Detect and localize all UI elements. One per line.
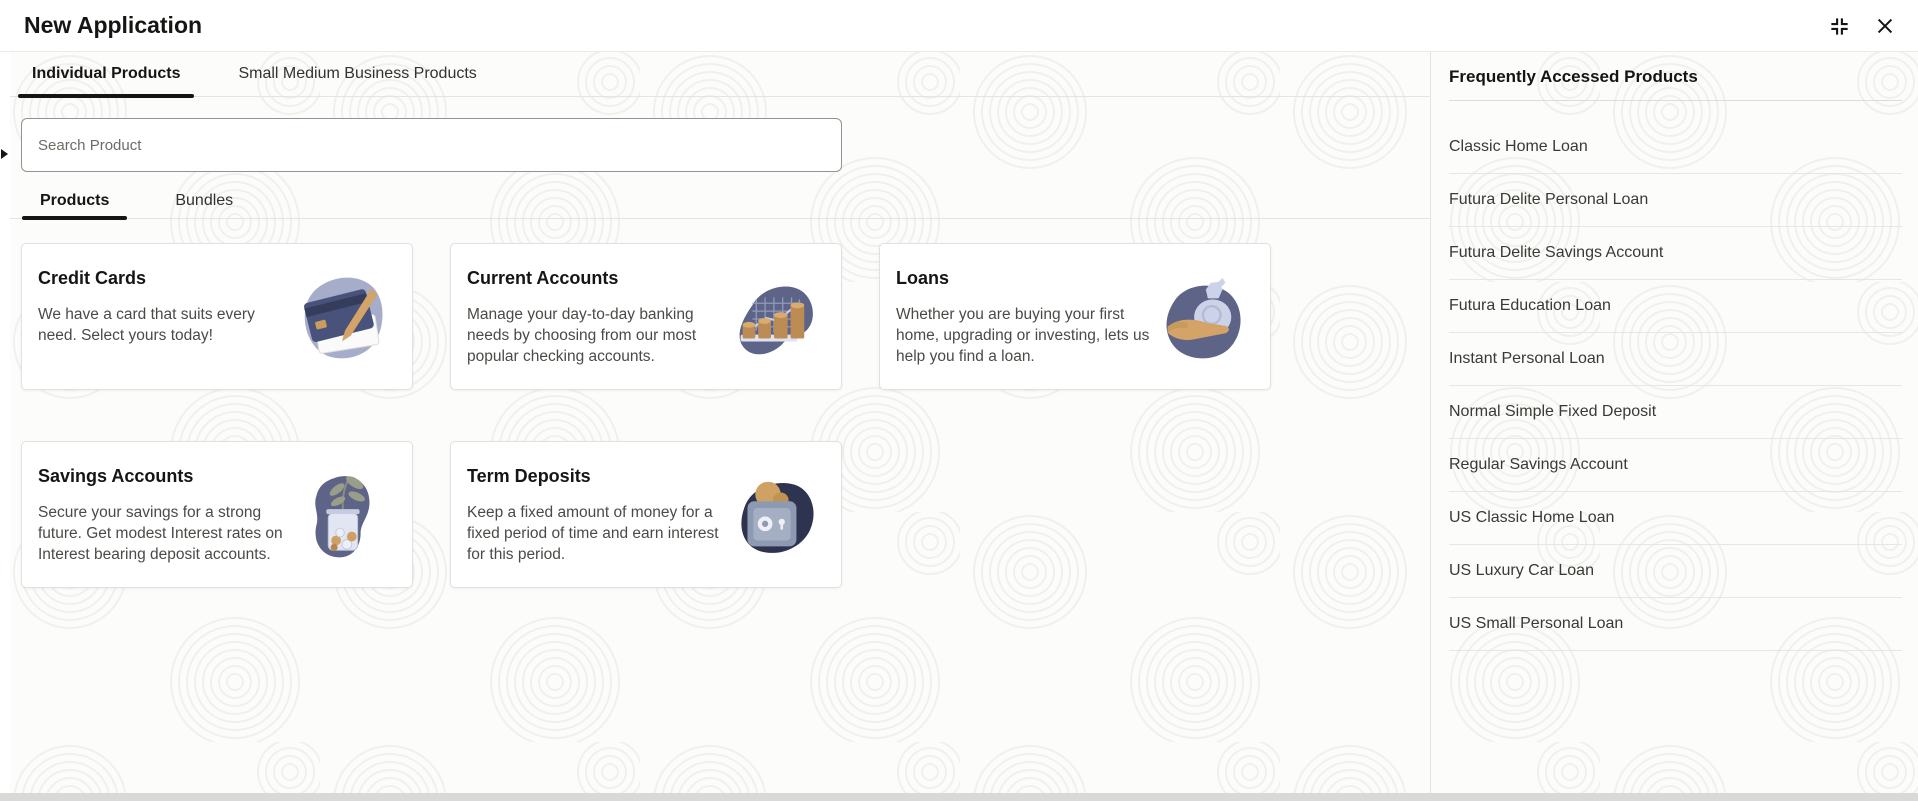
freq-item-regular-savings-account[interactable]: Regular Savings Account — [1449, 439, 1902, 492]
card-title: Current Accounts — [467, 268, 619, 288]
frequently-accessed-list — [1449, 121, 1902, 651]
safe-coins-illustration — [723, 468, 817, 562]
freq-item-futura-delite-personal-loan[interactable]: Futura Delite Personal Loan — [1449, 174, 1902, 227]
window-bottom-edge — [0, 793, 1918, 801]
subtab-products[interactable]: Products — [22, 185, 127, 218]
main-content — [0, 52, 1430, 801]
frequently-accessed-title: Frequently Accessed Products — [1449, 67, 1698, 86]
frequently-accessed-panel — [1430, 52, 1918, 801]
card-description: Secure your savings for a strong future. Get modest Interest rates on Interest bearing deposit accounts. — [38, 504, 283, 563]
product-card-grid — [21, 243, 1273, 588]
card-title: Savings Accounts — [38, 466, 194, 486]
card-title: Credit Cards — [38, 268, 147, 288]
card-description: We have a card that suits every need. Select yours today! — [38, 306, 255, 344]
subtab-bundles[interactable]: Bundles — [175, 192, 234, 209]
product-card-loans[interactable] — [879, 243, 1271, 390]
product-card-savings-accounts[interactable] — [21, 441, 413, 588]
close-icon — [1874, 15, 1896, 37]
hand-moneybag-illustration — [1152, 270, 1246, 364]
catalog-subtabbar — [0, 185, 1430, 219]
card-description: Keep a fixed amount of money for a fixed period of time and earn interest for this period. — [467, 504, 719, 563]
jar-plant-illustration — [294, 468, 388, 562]
freq-item-futura-education-loan[interactable]: Futura Education Loan — [1449, 280, 1902, 333]
freq-item-us-luxury-car-loan[interactable]: US Luxury Car Loan — [1449, 545, 1902, 598]
card-description: Manage your day-to-day banking needs by choosing from our most popular checking accounts. — [467, 306, 697, 365]
collapse-icon — [1828, 15, 1851, 38]
window-titlebar — [0, 0, 1918, 52]
product-card-credit-cards[interactable] — [21, 243, 413, 390]
freq-item-futura-delite-savings-account[interactable]: Futura Delite Savings Account — [1449, 227, 1902, 280]
product-card-term-deposits[interactable] — [450, 441, 842, 588]
product-card-current-accounts[interactable] — [450, 243, 842, 390]
credit-card-illustration — [294, 270, 388, 364]
freq-item-instant-personal-loan[interactable]: Instant Personal Loan — [1449, 333, 1902, 386]
tab-small-medium-business-products[interactable]: Small Medium Business Products — [238, 65, 477, 82]
card-description: Whether you are buying your first home, upgrading or investing, lets us help you find a loan. — [896, 306, 1150, 365]
tab-individual-products[interactable]: Individual Products — [18, 52, 194, 96]
freq-item-normal-simple-fixed-deposit[interactable]: Normal Simple Fixed Deposit — [1449, 386, 1902, 439]
card-title: Loans — [896, 268, 950, 288]
search-container — [21, 118, 842, 172]
collapse-icon[interactable] — [1826, 13, 1852, 39]
close-icon[interactable] — [1872, 13, 1898, 39]
product-type-tabbar — [0, 52, 1430, 97]
panel-divider — [1449, 100, 1902, 101]
panel-collapse-handle[interactable] — [1, 149, 8, 159]
dialog-body — [0, 52, 1918, 801]
coin-chart-illustration — [723, 270, 817, 364]
window-actions — [1826, 13, 1898, 39]
freq-item-classic-home-loan[interactable]: Classic Home Loan — [1449, 121, 1902, 174]
page-title: New Application — [24, 12, 203, 38]
search-input[interactable] — [21, 118, 842, 172]
left-edge-strip — [0, 52, 10, 801]
freq-item-us-classic-home-loan[interactable]: US Classic Home Loan — [1449, 492, 1902, 545]
card-title: Term Deposits — [467, 466, 591, 486]
freq-item-us-small-personal-loan[interactable]: US Small Personal Loan — [1449, 598, 1902, 651]
